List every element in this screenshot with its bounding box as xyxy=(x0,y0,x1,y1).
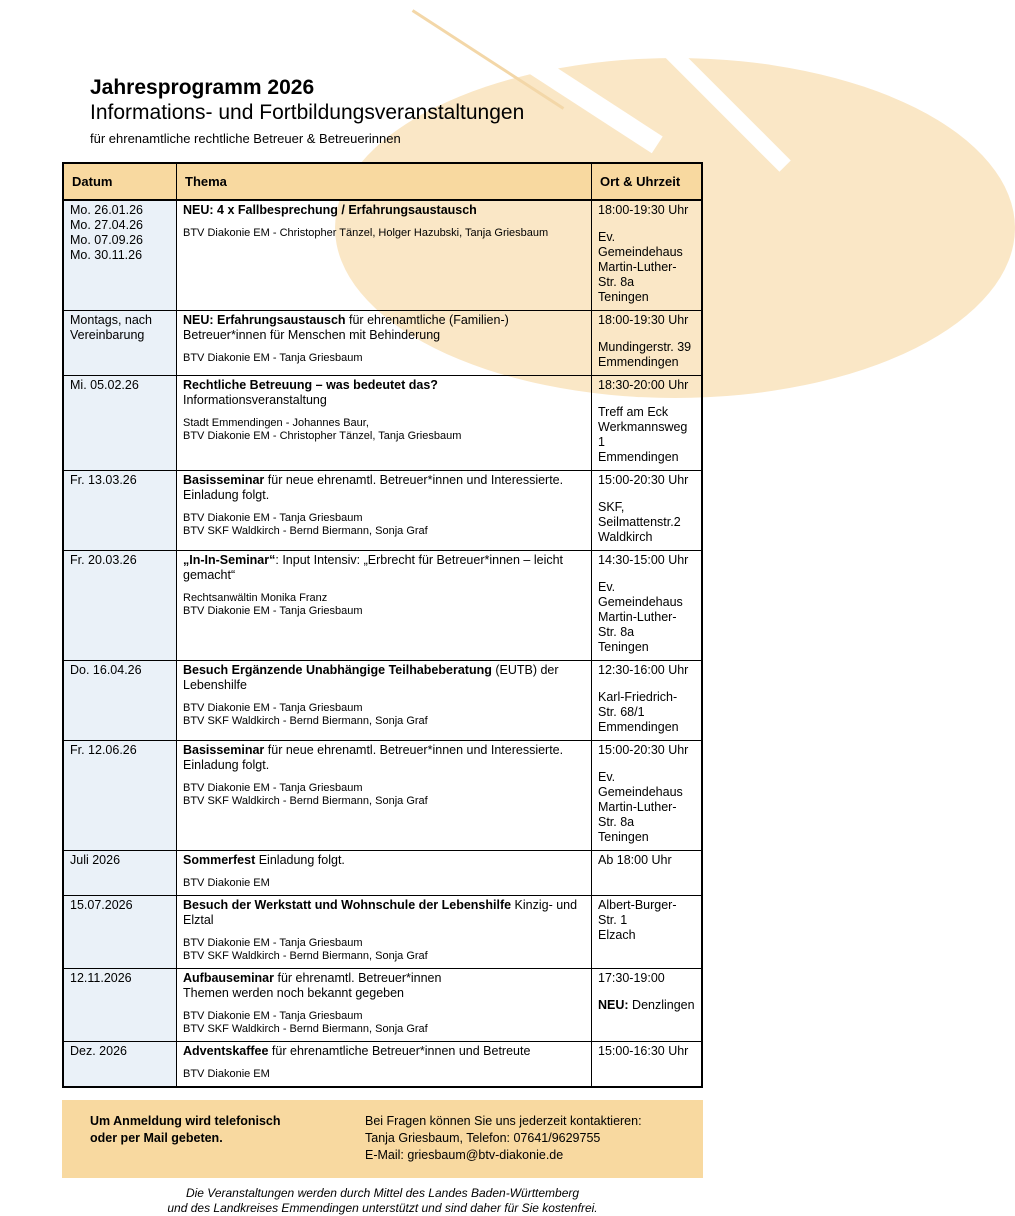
text-line: Ev. Gemeindehaus xyxy=(598,770,683,799)
thema-cell xyxy=(177,200,592,311)
text-line: BTV Diakonie EM - Tanja Griesbaum xyxy=(183,782,363,794)
text-line: BTV SKF Waldkirch - Bernd Biermann, Sonja Graf xyxy=(183,1023,428,1035)
text-line: Karl-Friedrich-Str. 68/1 xyxy=(598,690,678,719)
datum-cell xyxy=(63,661,177,741)
thema-cell xyxy=(177,1042,592,1088)
text-line: Basisseminar für neue ehrenamtl. Betreuer*innen und Interessierte. Einladung folgt. xyxy=(183,743,564,772)
text-line: Mo. 27.04.26 xyxy=(70,218,143,232)
datum-cell xyxy=(63,200,177,311)
note-line: Um Anmeldung wird telefonisch xyxy=(90,1114,281,1128)
thema-cell xyxy=(177,551,592,661)
thema-cell xyxy=(177,661,592,741)
ort-cell xyxy=(592,741,703,851)
text-line: Mo. 07.09.26 xyxy=(70,233,143,247)
text-line: Themen werden noch bekannt gegeben xyxy=(183,986,404,1000)
contact-email: E-Mail: griesbaum@btv-diakonie.de xyxy=(365,1148,564,1162)
ort-cell xyxy=(592,471,703,551)
text-line: Stadt Emmendingen - Johannes Baur, xyxy=(183,417,369,429)
text-line: Besuch der Werkstatt und Wohnschule der Lebenshilfe Kinzig- und Elztal xyxy=(183,898,578,927)
table-row xyxy=(63,200,702,311)
datum-cell xyxy=(63,1042,177,1088)
text-line: 15:00-20:30 Uhr xyxy=(598,473,689,487)
blank-line xyxy=(598,393,695,405)
footnote-line: Die Veranstaltungen werden durch Mittel des Landes Baden-Württemberg xyxy=(185,1186,580,1200)
text-line: 18:00-19:30 Uhr xyxy=(598,313,689,327)
datum-cell xyxy=(63,311,177,376)
datum-cell xyxy=(63,376,177,471)
datum-cell xyxy=(63,741,177,851)
text-line: BTV Diakonie EM - Tanja Griesbaum xyxy=(183,352,363,364)
page-subtitle: Informations- und Fortbildungsveranstaltungen xyxy=(90,101,525,124)
table-row xyxy=(63,311,702,376)
thema-cell xyxy=(177,741,592,851)
text-line: Dez. 2026 xyxy=(70,1044,127,1058)
contact-phone: Tanja Griesbaum, Telefon: 07641/9629755 xyxy=(365,1131,601,1145)
ort-cell xyxy=(592,969,703,1042)
table-row xyxy=(63,969,702,1042)
blank-line xyxy=(183,503,585,512)
text-line: 15:00-20:30 Uhr xyxy=(598,743,689,757)
text-line: Mi. 05.02.26 xyxy=(70,378,139,392)
column-header-ort: Ort & Uhrzeit xyxy=(592,163,703,200)
document-header xyxy=(90,76,763,147)
blank-line xyxy=(598,758,695,770)
text-line: Martin-Luther-Str. 8a xyxy=(598,260,677,289)
blank-line xyxy=(183,773,585,782)
ort-cell xyxy=(592,1042,703,1088)
text-line: NEU: Denzlingen xyxy=(598,998,695,1012)
table-row xyxy=(63,551,702,661)
table-row xyxy=(63,851,702,896)
text-line: Ab 18:00 Uhr xyxy=(598,853,672,867)
blank-line xyxy=(598,488,695,500)
text-line: BTV Diakonie EM xyxy=(183,1068,270,1080)
text-line: Martin-Luther-Str. 8a xyxy=(598,800,677,829)
table-row xyxy=(63,741,702,851)
blank-line xyxy=(598,218,695,230)
text-line: Informationsveranstaltung xyxy=(183,393,327,407)
ort-cell xyxy=(592,311,703,376)
text-line: Teningen xyxy=(598,290,649,304)
text-line: 17:30-19:00 xyxy=(598,971,665,985)
text-line: 15.07.2026 xyxy=(70,898,133,912)
blank-line xyxy=(183,693,585,702)
registration-note-box xyxy=(62,1100,703,1178)
text-line: Albert-Burger-Str. 1 xyxy=(598,898,677,927)
blank-line xyxy=(183,218,585,227)
blank-line xyxy=(598,678,695,690)
text-line: Emmendingen xyxy=(598,355,679,369)
text-line: Rechtsanwältin Monika Franz xyxy=(183,592,328,604)
text-line: Vereinbarung xyxy=(70,328,145,342)
thema-cell xyxy=(177,851,592,896)
thema-cell xyxy=(177,311,592,376)
text-line: 14:30-15:00 Uhr xyxy=(598,553,689,567)
blank-line xyxy=(183,583,585,592)
text-line: BTV Diakonie EM - Tanja Griesbaum xyxy=(183,605,363,617)
text-line: Martin-Luther-Str. 8a xyxy=(598,610,677,639)
text-line: 18:00-19:30 Uhr xyxy=(598,203,689,217)
text-line: Aufbauseminar für ehrenamtl. Betreuer*innen xyxy=(183,971,442,985)
contact-line: Bei Fragen können Sie uns jederzeit kontaktieren: xyxy=(365,1114,642,1128)
thema-cell xyxy=(177,969,592,1042)
table-row xyxy=(63,1042,702,1088)
text-line: 12.11.2026 xyxy=(70,971,132,985)
text-line: Basisseminar für neue ehrenamtl. Betreuer*innen und Interessierte. Einladung folgt. xyxy=(183,473,564,502)
text-line: 18:30-20:00 Uhr xyxy=(598,378,689,392)
blank-line xyxy=(183,868,585,877)
table-row xyxy=(63,661,702,741)
text-line: 15:00-16:30 Uhr xyxy=(598,1044,689,1058)
text-line: Fr. 20.03.26 xyxy=(70,553,137,567)
text-line: Mundingerstr. 39 xyxy=(598,340,692,354)
text-line: Adventskaffee für ehrenamtliche Betreuer*innen und Betreute xyxy=(183,1044,531,1058)
text-line: 12:30-16:00 Uhr xyxy=(598,663,689,677)
table-header-row xyxy=(63,163,702,200)
thema-cell xyxy=(177,376,592,471)
ort-cell xyxy=(592,896,703,969)
registration-note xyxy=(90,1113,365,1164)
datum-cell xyxy=(63,551,177,661)
column-header-datum: Datum xyxy=(63,163,177,200)
thema-cell xyxy=(177,471,592,551)
blank-line xyxy=(183,343,585,352)
ort-cell xyxy=(592,376,703,471)
note-line: oder per Mail gebeten. xyxy=(90,1131,223,1145)
text-line: BTV SKF Waldkirch - Bernd Biermann, Sonja Graf xyxy=(183,525,428,537)
text-line: BTV Diakonie EM - Tanja Griesbaum xyxy=(183,1010,363,1022)
text-line: BTV Diakonie EM - Tanja Griesbaum xyxy=(183,512,363,524)
footnote-line: und des Landkreises Emmendingen unterstützt und sind daher für Sie kostenfrei. xyxy=(167,1201,598,1215)
ort-cell xyxy=(592,551,703,661)
text-line: Mo. 26.01.26 xyxy=(70,203,143,217)
text-line: BTV SKF Waldkirch - Bernd Biermann, Sonja Graf xyxy=(183,715,428,727)
text-line: BTV SKF Waldkirch - Bernd Biermann, Sonja Graf xyxy=(183,950,428,962)
blank-line xyxy=(598,986,695,998)
datum-cell xyxy=(63,969,177,1042)
contact-info xyxy=(365,1113,642,1164)
text-line: Besuch Ergänzende Unabhängige Teilhabeberatung (EUTB) der Lebenshilfe xyxy=(183,663,559,692)
text-line: Ev. Gemeindehaus xyxy=(598,580,683,609)
text-line: Emmendingen xyxy=(598,450,679,464)
text-line: Teningen xyxy=(598,830,649,844)
text-line: NEU: Erfahrungsaustausch für ehrenamtliche (Familien-) Betreuer*innen für Menschen mit Behinderung xyxy=(183,313,509,342)
text-line: Fr. 12.06.26 xyxy=(70,743,137,757)
text-line: Waldkirch xyxy=(598,530,653,544)
text-line: Ev. Gemeindehaus xyxy=(598,230,683,259)
text-line: Mo. 30.11.26 xyxy=(70,248,143,262)
ort-cell xyxy=(592,200,703,311)
text-line: Teningen xyxy=(598,640,649,654)
ort-cell xyxy=(592,851,703,896)
text-line: Werkmannsweg 1 xyxy=(598,420,688,449)
table-row xyxy=(63,376,702,471)
text-line: Rechtliche Betreuung – was bedeutet das? xyxy=(183,378,438,392)
text-line: NEU: 4 x Fallbesprechung / Erfahrungsaustausch xyxy=(183,203,477,217)
events-table-body xyxy=(63,200,702,1087)
events-table xyxy=(62,162,703,1088)
blank-line xyxy=(183,408,585,417)
text-line: Do. 16.04.26 xyxy=(70,663,142,677)
ort-cell xyxy=(592,661,703,741)
thema-cell xyxy=(177,896,592,969)
page-title: Jahresprogramm 2026 xyxy=(90,76,315,99)
text-line: BTV Diakonie EM xyxy=(183,877,270,889)
text-line: BTV SKF Waldkirch - Bernd Biermann, Sonja Graf xyxy=(183,795,428,807)
text-line: Fr. 13.03.26 xyxy=(70,473,137,487)
funding-footnote xyxy=(62,1186,703,1216)
text-line: Sommerfest Einladung folgt. xyxy=(183,853,345,867)
blank-line xyxy=(183,1059,585,1068)
text-line: Emmendingen xyxy=(598,720,679,734)
text-line: SKF, Seilmattenstr.2 xyxy=(598,500,681,529)
text-line: „In-In-Seminar“: Input Intensiv: „Erbrecht für Betreuer*innen – leicht gemacht“ xyxy=(183,553,564,582)
text-line: Juli 2026 xyxy=(70,853,121,867)
datum-cell xyxy=(63,896,177,969)
blank-line xyxy=(598,328,695,340)
column-header-thema: Thema xyxy=(177,163,592,200)
blank-line xyxy=(183,928,585,937)
text-line: BTV Diakonie EM - Christopher Tänzel, Holger Hazubski, Tanja Griesbaum xyxy=(183,227,549,239)
datum-cell xyxy=(63,471,177,551)
page-tagline: für ehrenamtliche rechtliche Betreuer & Betreuerinnen xyxy=(90,131,401,146)
text-line: Treff am Eck xyxy=(598,405,669,419)
text-line: BTV Diakonie EM - Tanja Griesbaum xyxy=(183,937,363,949)
table-row xyxy=(63,471,702,551)
text-line: BTV Diakonie EM - Tanja Griesbaum xyxy=(183,702,363,714)
blank-line xyxy=(598,568,695,580)
text-line: Elzach xyxy=(598,928,636,942)
text-line: BTV Diakonie EM - Christopher Tänzel, Tanja Griesbaum xyxy=(183,430,462,442)
table-row xyxy=(63,896,702,969)
datum-cell xyxy=(63,851,177,896)
blank-line xyxy=(183,1001,585,1010)
text-line: Montags, nach xyxy=(70,313,152,327)
